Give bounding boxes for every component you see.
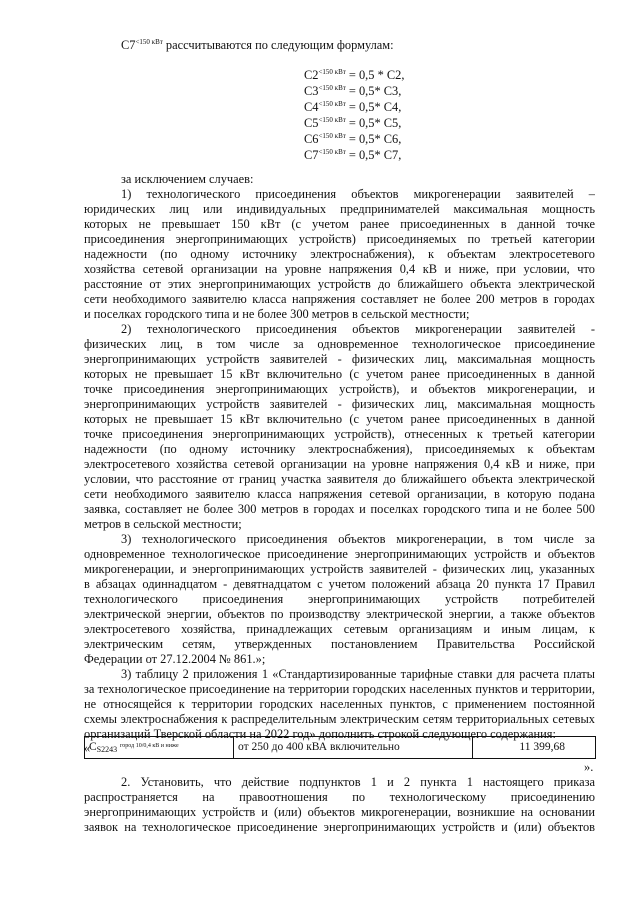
table-cell-rate: $C_{S2243}$ $^{город 10/0,4 кВ и ниже}$ <box>85 737 234 759</box>
paragraph-line: 2. Установить, что действие подпунктов 1 и 2 пункта 1 настоящего приказа <box>121 775 595 789</box>
formula-line: $C7^{<150 кВт} = 0,5*$ C7, <box>304 148 402 162</box>
paragraph-line: схемы электроснабжения к распределительным электрическим сетям территориальных сетевых <box>84 712 595 726</box>
paragraph-line: точке присоединения энергопринимающих устройств), и объектов микрогенерации, и <box>84 382 595 396</box>
paragraph-line: условии, что расстояние от границ участка заявителя до ближайшего объекта электрической <box>84 472 595 486</box>
paragraph-line: надежности (по одному источнику электроснабжения), к объектам электросетевого <box>84 247 595 261</box>
paragraph-line: присоединения энергопринимающих устройств) присоединяемых по третьей категории <box>84 232 595 246</box>
intro-superscript: <150 кВт <box>135 38 163 46</box>
paragraph-line: технологического присоединения энергопринимающих устройств потребителей <box>84 592 595 606</box>
paragraph-line: организаций Тверской области на 2022 год» дополнить строкой следующего содержания: <box>84 727 556 741</box>
paragraph-line: одновременное технологическое присоединение энергопринимающих устройств и объектов <box>84 547 595 561</box>
formula-line: $C4^{<150 кВт} = 0,5*$ C4, <box>304 100 402 114</box>
table-cell-capacity: от 250 до 400 кВА включительно <box>234 737 473 759</box>
paragraph-line: заявок на технологическое присоединение энергопринимающих устройств и (или) объектов <box>84 820 595 834</box>
paragraph-line: распространяется на правоотношения по технологическому присоединению <box>84 790 595 804</box>
table-row <box>85 737 596 759</box>
paragraph-line: расстояние от этих энергопринимающих устройств до ближайшего объекта электрической <box>84 277 595 291</box>
exceptions-heading: за исключением случаев: <box>121 172 254 186</box>
table-cell-value: 11 399,68 <box>473 737 596 759</box>
paragraph-line: за технологическое присоединение на территории городских населенных пунктов и территории, <box>84 682 595 696</box>
paragraph-line: надежности (по одному источнику электроснабжения), присоединяемых к объектам <box>84 442 595 456</box>
paragraph-line: 2) технологического присоединения объектов микрогенерации заявителей - <box>121 322 595 336</box>
paragraph-line: хозяйства сетевой организации на уровне напряжения 0,4 кВ и ниже, при условии, что <box>84 262 595 276</box>
paragraph-line: микрогенерации, и энергопринимающих устройств заявителей - физических лиц, указанных <box>84 562 595 576</box>
formula-line: $C2^{<150 кВт} = 0,5 * C2$, <box>304 68 405 82</box>
paragraph-line: не относящейся к территории городских населенных пунктов, с применением постоянной <box>84 697 595 711</box>
paragraph-line: электросетевого хозяйства, принадлежащих сетевым организациям и иным лицам, к <box>84 622 595 636</box>
paragraph-line: электрическим сетям, утвержденных постановлением Правительства Российской <box>84 637 595 651</box>
paragraph-line: заявка, составляет не более 300 метров в городах и поселках городского типа и не более 500 <box>84 502 595 516</box>
paragraph-line: юридических лиц или индивидуальных предпринимателей максимальная мощность <box>84 202 595 216</box>
paragraph-line: электросетевого хозяйства сетевой организации на уровне напряжения 0,4 кВ и ниже, при <box>84 457 595 471</box>
paragraph-line: 1) технологического присоединения объектов микрогенерации заявителей – <box>121 187 595 201</box>
paragraph-line: метров в сельской местности; <box>84 517 242 531</box>
intro-text: рассчитываются по следующим формулам: <box>162 38 394 52</box>
tariff-table <box>84 736 596 759</box>
paragraph-line: сети необходимого заявителю класса напряжения сетевой организации, в которую подана <box>84 487 595 501</box>
paragraph-line: электрической энергии, объектов по производству электрической энергии, а также объектов <box>84 607 595 621</box>
paragraph-line: энергопринимающих устройств заявителей - физических лиц, максимальная мощность <box>84 352 595 366</box>
intro-line <box>121 38 394 53</box>
formula-line: $C5^{<150 кВт} = 0,5*$ C5, <box>304 116 402 130</box>
paragraph-line: энергопринимающих устройств заявителей - физических лиц, максимальная мощность <box>84 397 595 411</box>
formula-line: $C3^{<150 кВт} = 0,5*$ C3, <box>304 84 402 98</box>
paragraph-line: 3) технологического присоединения объектов микрогенерации, в том числе за <box>121 532 595 546</box>
paragraph-line: в абзацах одиннадцатом - девятнадцатом с учетом положений абзаца 20 пункта 17 Правил <box>84 577 595 591</box>
paragraph-line: сети необходимого заявителю класса напряжения составляет не более 200 метров в городах <box>84 292 595 306</box>
paragraph-line: точке присоединения энергопринимающих устройств), отнесенных к третьей категории <box>84 427 595 441</box>
paragraph-line: энергопринимающих устройств и (или) объектов микрогенерации, возникшие на основании <box>84 805 595 819</box>
quote-open: « <box>84 741 91 755</box>
paragraph-line: которых не превышает 15 кВт включительно (с учетом ранее присоединенных в данной <box>84 367 595 381</box>
paragraph-line: Федерации от 27.12.2004 № 861.»; <box>84 652 266 666</box>
intro-symbol: C7 <box>121 38 136 52</box>
paragraph-line: физических лиц, в том числе за одновременное технологическое присоединение <box>84 337 595 351</box>
formula-line: $C6^{<150 кВт} = 0,5*$ C6, <box>304 132 402 146</box>
quote-close: ». <box>584 760 594 774</box>
paragraph-line: которых не превышает 150 кВт (с учетом ранее присоединенных в данной точке <box>84 217 595 231</box>
paragraph-line: которых не превышает 15 кВт включительно (с учетом ранее присоединенных в данной <box>84 412 595 426</box>
paragraph-line: 3) таблицу 2 приложения 1 «Стандартизированные тарифные ставки для расчета платы <box>121 667 595 681</box>
paragraph-line: и поселках городского типа и не более 300 метров в сельской местности; <box>84 307 470 321</box>
